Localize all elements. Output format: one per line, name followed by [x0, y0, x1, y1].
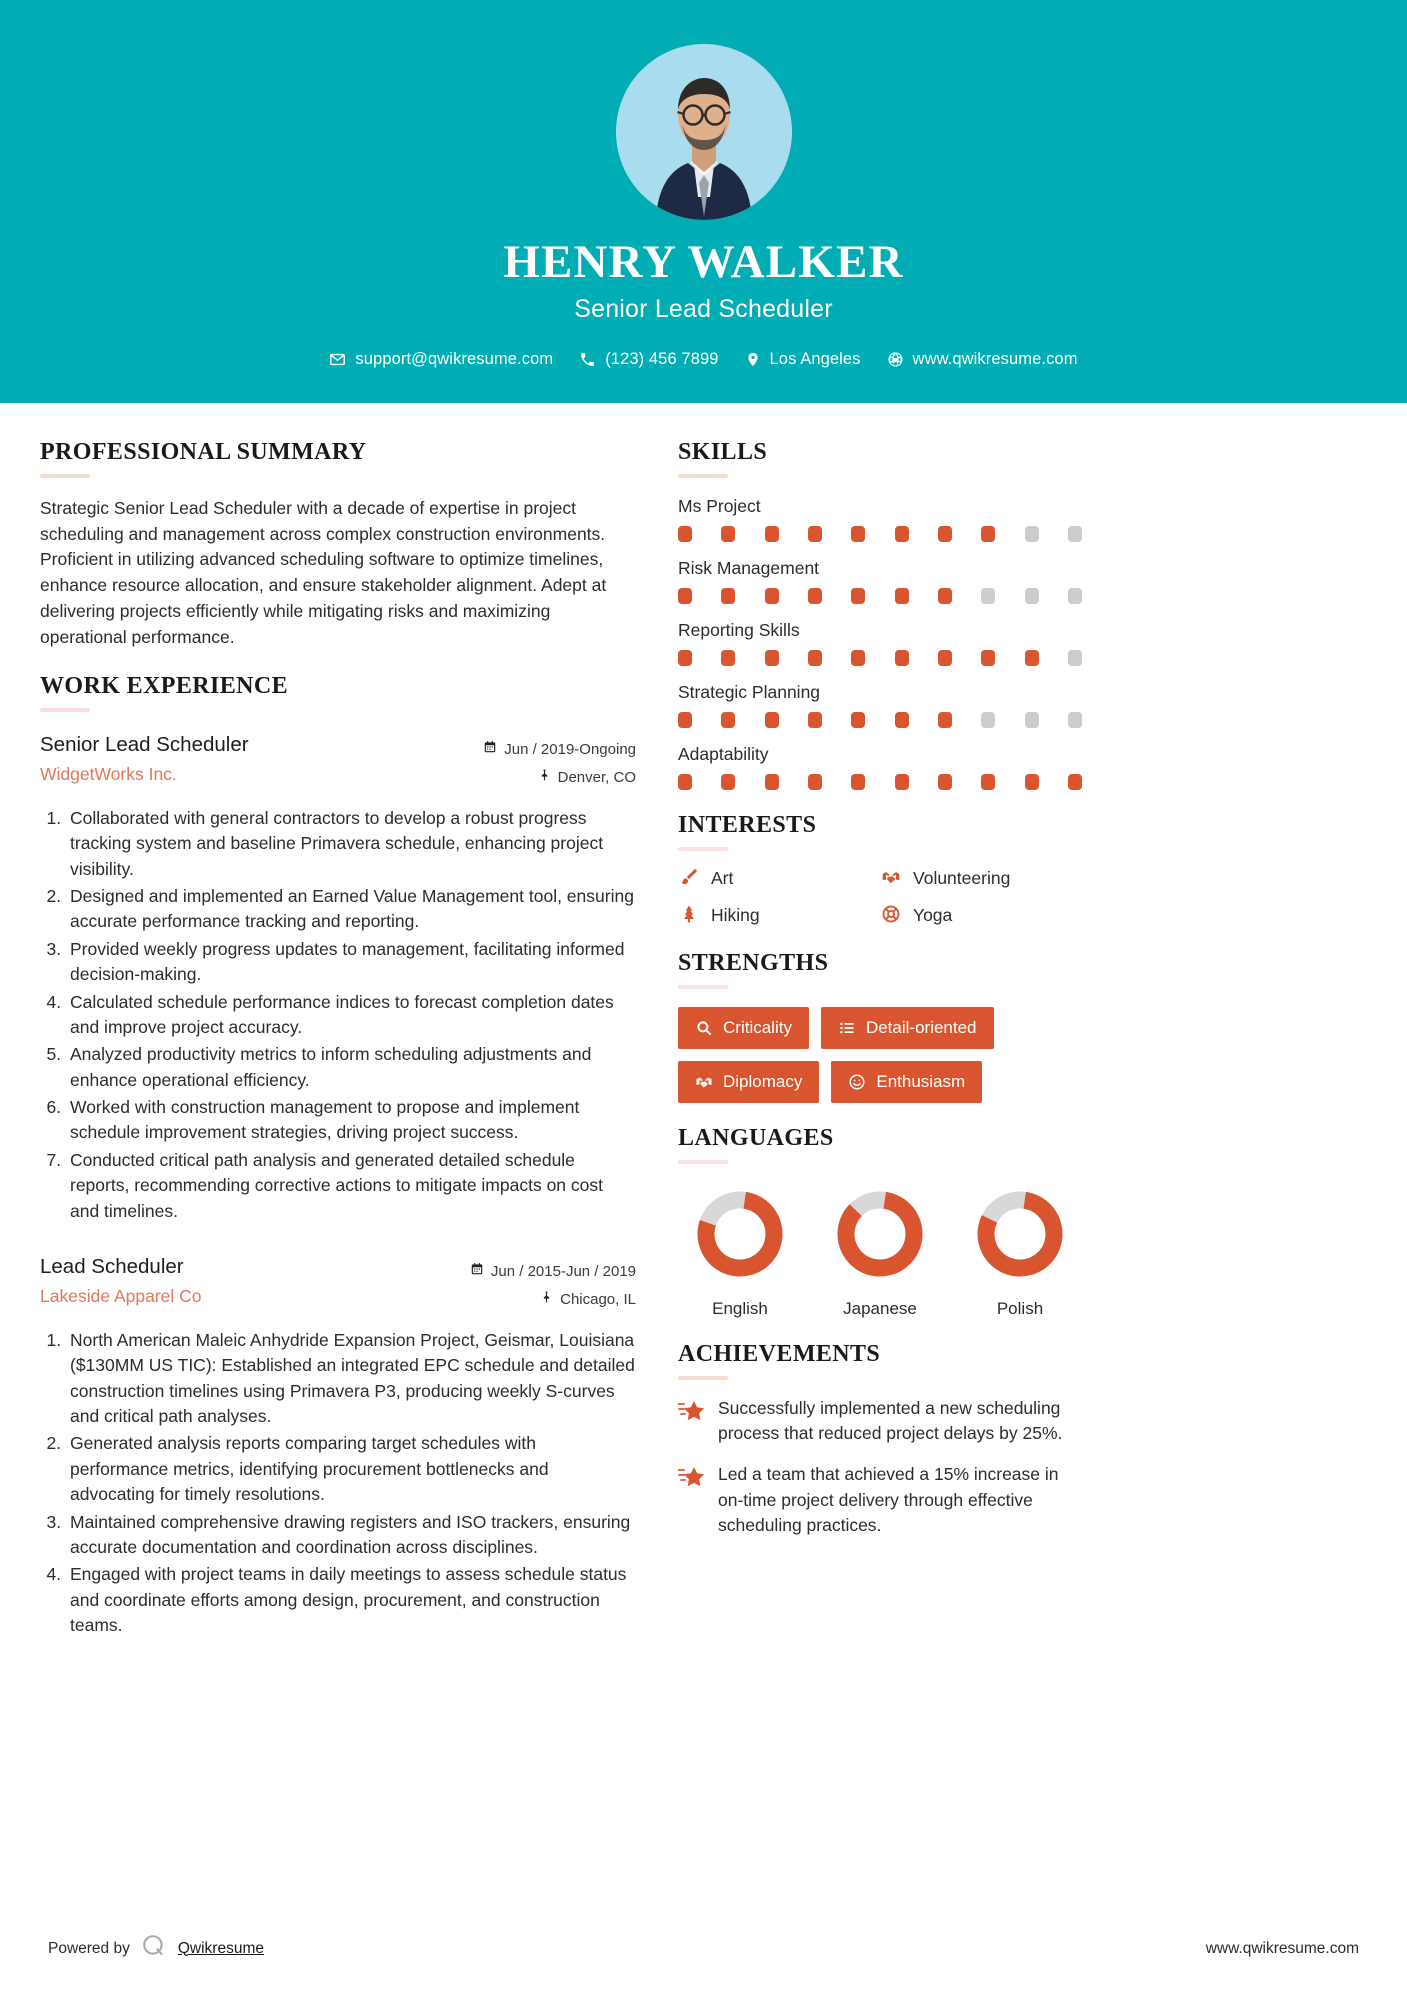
skill-dot-filled [1025, 650, 1039, 666]
list-icon [838, 1019, 856, 1037]
shooting-star-icon [678, 1396, 704, 1426]
achievement-text: Led a team that achieved a 15% increase in on-time project delivery through effective scheduling practices. [718, 1464, 1059, 1536]
left-column [40, 439, 636, 1933]
phone-icon [579, 351, 596, 368]
skill-dot-filled [895, 588, 909, 604]
job-bullet: 2. Designed and implemented an Earned Value Management tool, ensuring accurate performance tracking and reporting. [66, 884, 636, 935]
skill-dot-filled [678, 712, 692, 728]
skill-dot-filled [1068, 774, 1082, 790]
handshake-icon [695, 1073, 713, 1091]
interest-item [678, 904, 880, 928]
envelope-icon [329, 351, 346, 368]
skill-dot-filled [808, 650, 822, 666]
language-donut-chart [830, 1184, 930, 1284]
skill-dot-filled [981, 774, 995, 790]
achievements-heading: ACHIEVEMENTS [678, 1340, 881, 1367]
skills-rule [678, 474, 728, 478]
skill-dot-filled [981, 526, 995, 542]
language-donut-chart [970, 1184, 1070, 1284]
contact-email-text: support@qwikresume.com [355, 349, 554, 368]
job-location: Chicago, IL [560, 1291, 636, 1309]
job-bullet: 4. Engaged with project teams in daily meetings to assess schedule status and coordinate efforts among design, procurement, and construction teams. [66, 1562, 636, 1638]
strength-label: Diplomacy [723, 1071, 803, 1091]
calendar-icon [483, 736, 497, 765]
interest-label: Hiking [711, 905, 760, 926]
contact-row [0, 350, 1407, 369]
skill-dot-empty [981, 588, 995, 604]
job-bullet: 1. North American Maleic Anhydride Expansion Project, Geismar, Louisiana ($130MM US TIC): Established an integrated EPC schedule and detailed construction timelines using Primavera P3, producing weekly S-curves and critical path analyses. [66, 1328, 636, 1430]
strength-badge [821, 1007, 994, 1049]
achievements-rule [678, 1376, 728, 1380]
qwikresume-link[interactable]: Qwikresume [177, 1939, 264, 1957]
job-entry [40, 1254, 636, 1639]
job-bullet: 3. Maintained comprehensive drawing registers and ISO trackers, ensuring accurate documentation and coordination across disciplines. [66, 1510, 636, 1561]
skill-dot-filled [808, 712, 822, 728]
skill-dot-filled [938, 588, 952, 604]
contact-email[interactable] [329, 350, 553, 369]
languages-heading: LANGUAGES [678, 1124, 834, 1151]
avatar [616, 44, 792, 220]
experience-rule [40, 708, 90, 712]
skill-dot-filled [851, 526, 865, 542]
skill-item [678, 744, 1082, 790]
job-bullets [40, 806, 636, 1224]
section-work-experience [40, 673, 636, 1639]
paintbrush-icon [678, 867, 700, 891]
skill-rating [678, 588, 1082, 604]
strength-label: Enthusiasm [876, 1071, 966, 1091]
language-label: Japanese [843, 1298, 917, 1318]
candidate-job-title: Senior Lead Scheduler [574, 294, 833, 323]
candidate-name: HENRY WALKER [503, 236, 904, 288]
languages-list [678, 1184, 1082, 1319]
skill-rating [678, 712, 1082, 728]
pin-icon [540, 1286, 553, 1315]
skill-label: Adaptability [678, 743, 769, 764]
job-role: Lead Scheduler [40, 1254, 184, 1278]
smiley-icon [848, 1073, 866, 1091]
pin-icon [538, 764, 551, 793]
interests-rule [678, 847, 728, 851]
job-location-line [483, 764, 636, 793]
skill-item [678, 496, 1082, 542]
section-achievements [678, 1341, 1082, 1539]
skill-dot-filled [851, 712, 865, 728]
skill-dot-filled [765, 650, 779, 666]
profile-photo-icon [616, 44, 792, 220]
language-item [678, 1184, 802, 1319]
skill-dot-filled [678, 650, 692, 666]
skill-dot-filled [938, 526, 952, 542]
strength-badge [678, 1007, 809, 1049]
job-bullet: 3. Provided weekly progress updates to management, facilitating informed decision-making. [66, 937, 636, 988]
contact-location-text: Los Angeles [769, 349, 861, 368]
job-company: WidgetWorks Inc. [40, 763, 177, 784]
resume-body [0, 403, 1407, 1933]
skill-dot-filled [851, 650, 865, 666]
skill-dot-filled [1025, 774, 1039, 790]
powered-by [48, 1933, 264, 1964]
skill-dot-filled [938, 774, 952, 790]
interest-label: Art [711, 867, 734, 888]
skill-dot-empty [1068, 526, 1082, 542]
contact-phone-text: (123) 456 7899 [605, 349, 719, 368]
skill-dot-filled [938, 650, 952, 666]
skill-dot-empty [1068, 588, 1082, 604]
resume-header [0, 0, 1407, 403]
powered-by-label: Powered by [48, 1939, 130, 1957]
strength-label: Detail-oriented [865, 1017, 977, 1037]
magnifier-icon [695, 1019, 713, 1037]
language-item [958, 1184, 1082, 1319]
job-dates-line [470, 1258, 636, 1287]
skill-dot-filled [721, 526, 735, 542]
skill-dot-filled [981, 650, 995, 666]
experience-heading: WORK EXPERIENCE [40, 672, 289, 699]
calendar-icon [470, 1258, 484, 1287]
skill-dot-empty [1025, 588, 1039, 604]
languages-rule [678, 1160, 728, 1164]
skill-item [678, 620, 1082, 666]
skill-dot-filled [721, 712, 735, 728]
globe-icon [887, 351, 904, 368]
contact-website[interactable] [887, 350, 1078, 369]
resume-footer [0, 1933, 1407, 1990]
location-pin-icon [745, 351, 761, 368]
achievement-text: Successfully implemented a new scheduling process that reduced project delays by 25%. [718, 1397, 1063, 1443]
skill-dot-filled [721, 588, 735, 604]
skill-dot-filled [851, 588, 865, 604]
job-bullet: 2. Generated analysis reports comparing target schedules with performance metrics, identifying procurement bottlenecks and advocating for timely resolutions. [66, 1431, 636, 1507]
skill-label: Reporting Skills [678, 619, 800, 640]
interest-label: Volunteering [913, 867, 1011, 888]
job-location: Denver, CO [557, 769, 636, 787]
skill-dot-filled [765, 526, 779, 542]
summary-heading: PROFESSIONAL SUMMARY [40, 438, 367, 465]
skill-dot-empty [981, 712, 995, 728]
skill-dot-filled [808, 526, 822, 542]
skills-heading: SKILLS [678, 438, 768, 465]
job-role: Senior Lead Scheduler [40, 732, 249, 756]
job-meta [470, 1254, 636, 1315]
section-professional-summary [40, 439, 636, 651]
skill-dot-filled [895, 712, 909, 728]
skill-label: Strategic Planning [678, 681, 821, 702]
job-dates-line [483, 736, 636, 765]
job-bullets [40, 1328, 636, 1639]
skill-dot-filled [765, 712, 779, 728]
language-label: English [712, 1298, 768, 1318]
job-bullet: 1. Collaborated with general contractors to develop a robust progress tracking system and baseline Primavera schedule, enhancing project visibility. [66, 806, 636, 882]
achievements-list [678, 1396, 1082, 1539]
skill-dot-empty [1068, 650, 1082, 666]
skill-dot-filled [678, 526, 692, 542]
skill-dot-filled [678, 588, 692, 604]
job-bullet: 5. Analyzed productivity metrics to inform scheduling adjustments and enhance operational efficiency. [66, 1042, 636, 1093]
summary-text: Strategic Senior Lead Scheduler with a decade of expertise in project scheduling and management across complex construction environments. Proficient in utilizing advanced scheduling software to optimize timelines, enhance resource allocation, and ensure stakeholder alignment. Adept at delivering projects efficiently while mitigating risks and maximizing operational performance. [40, 497, 607, 648]
strengths-heading: STRENGTHS [678, 949, 829, 976]
skills-list [678, 496, 1082, 790]
skill-rating [678, 526, 1082, 542]
job-dates: Jun / 2019-Ongoing [504, 740, 636, 758]
skill-dot-empty [1068, 712, 1082, 728]
skill-rating [678, 774, 1082, 790]
skill-dot-filled [765, 588, 779, 604]
skill-dot-filled [765, 774, 779, 790]
interest-item [880, 867, 1082, 891]
skill-label: Risk Management [678, 557, 820, 578]
strength-badge [678, 1061, 819, 1103]
skill-dot-filled [895, 650, 909, 666]
summary-rule [40, 474, 90, 478]
strength-label: Criticality [723, 1017, 792, 1037]
language-item [818, 1184, 942, 1319]
shooting-star-icon [678, 1462, 704, 1492]
job-meta [483, 732, 636, 793]
section-strengths [678, 950, 1082, 1103]
achievement-item [678, 1462, 1082, 1538]
right-column [678, 439, 1082, 1933]
contact-location [745, 350, 861, 369]
job-location-line [470, 1286, 636, 1315]
skill-item [678, 682, 1082, 728]
skill-item [678, 558, 1082, 604]
skill-dot-filled [895, 774, 909, 790]
skill-dot-filled [721, 650, 735, 666]
section-interests [678, 812, 1082, 928]
lifebuoy-icon [880, 904, 902, 928]
skill-dot-filled [851, 774, 865, 790]
contact-website-text: www.qwikresume.com [912, 349, 1078, 368]
skill-dot-empty [1025, 526, 1039, 542]
skill-dot-filled [895, 526, 909, 542]
strengths-rule [678, 985, 728, 989]
skill-dot-filled [678, 774, 692, 790]
language-donut-chart [690, 1184, 790, 1284]
skill-dot-filled [938, 712, 952, 728]
job-bullet: 7. Conducted critical path analysis and generated detailed schedule reports, recommending corrective actions to mitigate impacts on cost and timelines. [66, 1148, 636, 1224]
skill-label: Ms Project [678, 495, 761, 516]
interest-item [678, 867, 880, 891]
qwikresume-logo-icon [141, 1933, 167, 1964]
job-bullet: 4. Calculated schedule performance indices to forecast completion dates and improve project accuracy. [66, 990, 636, 1041]
interest-item [880, 904, 1082, 928]
job-bullet: 6. Worked with construction management to propose and implement schedule improvement strategies, driving project success. [66, 1095, 636, 1146]
skill-dot-empty [1025, 712, 1039, 728]
job-company: Lakeside Apparel Co [40, 1285, 202, 1306]
job-dates: Jun / 2015-Jun / 2019 [490, 1262, 636, 1280]
job-entry [40, 732, 636, 1224]
interests-heading: INTERESTS [678, 811, 817, 838]
section-skills [678, 439, 1082, 790]
section-languages [678, 1125, 1082, 1319]
achievement-item [678, 1396, 1082, 1447]
strengths-list [678, 1007, 1082, 1103]
skill-dot-filled [721, 774, 735, 790]
strength-badge [831, 1061, 982, 1103]
skill-dot-filled [808, 774, 822, 790]
handshake-icon [880, 867, 902, 891]
interest-label: Yoga [913, 905, 953, 926]
contact-phone[interactable] [579, 350, 718, 369]
language-label: Polish [996, 1298, 1044, 1318]
skill-rating [678, 650, 1082, 666]
footer-url[interactable]: www.qwikresume.com [1205, 1939, 1359, 1957]
skill-dot-filled [808, 588, 822, 604]
tree-icon [678, 904, 700, 928]
interests-grid [678, 867, 1082, 928]
